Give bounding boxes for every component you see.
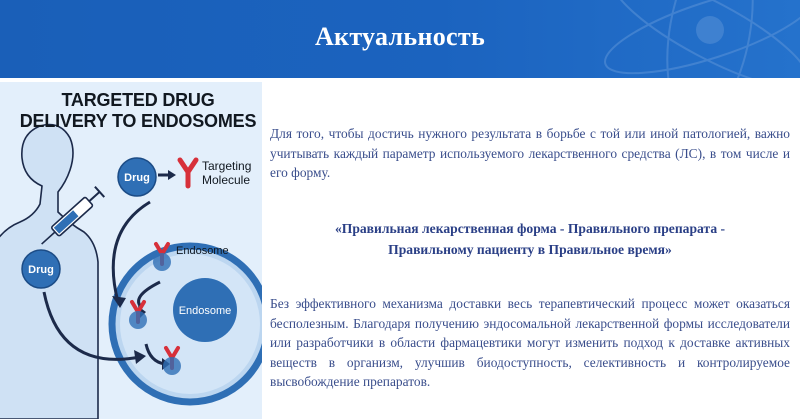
- targeting-label-line1: Targeting: [202, 159, 252, 173]
- header-banner: [0, 0, 800, 78]
- endosome-label-outer: Endosome: [176, 245, 229, 257]
- drug-label-body: Drug: [28, 264, 54, 276]
- delivery-paragraph: [270, 294, 790, 392]
- intro-paragraph: [270, 124, 790, 183]
- delivery-paragraph-text: Без эффективного механизма доставки весь терапевтический процесс может оказаться бесполезным. Благодаря получению эндосомальной лекарственной формы исследователи или разработчики в области фармацевтики могут изменить подход к доставке активных веществ в организм, улучшив биодоступность, селективность и контролируемое высвобождение препаратов.: [270, 296, 790, 389]
- motto-quote: [270, 218, 790, 260]
- drug-label-top: Drug: [124, 172, 150, 184]
- targeting-label-line2: Molecule: [202, 173, 251, 187]
- quote-line2: Правильному пациенту в Правильное время»: [388, 242, 672, 257]
- quote-line1: «Правильная лекарственная форма - Правильного препарата -: [334, 221, 726, 236]
- illustration-title-line2: DELIVERY TO ENDOSOMES: [19, 111, 257, 131]
- intro-paragraph-text: Для того, чтобы достичь нужного результата в борьбе с той или иной патологией, важно учитывать каждый параметр используемого лекарственного средства (ЛС), в том числе и его форму.: [270, 126, 790, 180]
- targeting-molecule-icon: [180, 160, 196, 186]
- illustration-graphic: [0, 82, 262, 419]
- illustration-title-line1: TARGETED DRUG: [61, 90, 215, 110]
- endosome-label-inner: Endosome: [178, 305, 232, 317]
- illustration-title: [14, 90, 262, 132]
- targeted-drug-illustration: [0, 82, 262, 419]
- page-title: Актуальность: [314, 22, 486, 51]
